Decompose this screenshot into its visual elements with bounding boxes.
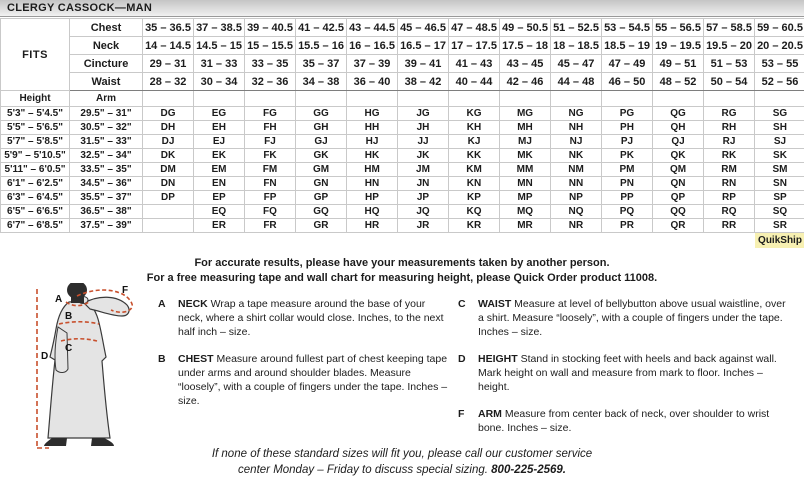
size-cell: QJ <box>653 135 704 149</box>
size-cell: QQ <box>653 205 704 219</box>
fit-value-cell: 53 – 54.5 <box>602 19 653 37</box>
size-row <box>1 177 804 191</box>
page-title: CLERGY CASSOCK—MAN <box>0 0 804 17</box>
size-cell: MJ <box>500 135 551 149</box>
size-cell: EK <box>194 149 245 163</box>
size-cell: RQ <box>704 205 755 219</box>
quikship-row-spacer <box>1 233 755 248</box>
fit-value-cell: 59 – 60.5 <box>755 19 804 37</box>
fit-value-cell: 57 – 58.5 <box>704 19 755 37</box>
size-cell: PK <box>602 149 653 163</box>
size-cell: QM <box>653 163 704 177</box>
size-cell: HP <box>347 191 398 205</box>
height-dash-line <box>37 289 49 448</box>
size-cell: KM <box>449 163 500 177</box>
instruction-term: WAIST <box>478 298 512 310</box>
height-range: 6'7" – 6'8.5" <box>1 219 70 233</box>
size-cell: SH <box>755 121 804 135</box>
size-cell: QP <box>653 191 704 205</box>
empty-header-cell <box>449 91 500 107</box>
instruction-letter: D <box>458 353 466 365</box>
arm-range: 34.5" – 36" <box>70 177 143 191</box>
note-line-2: For a free measuring tape and wall chart for measuring height, please Quick Order product 11008. <box>146 272 658 284</box>
fit-value-cell: 36 – 40 <box>347 73 398 91</box>
instruction-text: NECK Wrap a tape measure around the base of your neck, where a shirt collar would close. Inches, to the next half inch – size. <box>178 298 444 338</box>
size-cell: RN <box>704 177 755 191</box>
fit-value-cell: 18.5 – 19 <box>602 37 653 55</box>
size-cell: FR <box>245 219 296 233</box>
size-cell: RP <box>704 191 755 205</box>
fit-value-cell: 18 – 18.5 <box>551 37 602 55</box>
height-header: Height <box>1 91 70 107</box>
size-cell: QK <box>653 149 704 163</box>
size-cell: MH <box>500 121 551 135</box>
size-cell: PJ <box>602 135 653 149</box>
size-cell: EQ <box>194 205 245 219</box>
unavailable-cell <box>143 205 194 219</box>
fit-value-cell: 34 – 38 <box>296 73 347 91</box>
fit-value-cell: 49 – 51 <box>653 55 704 73</box>
size-cell: PH <box>602 121 653 135</box>
fit-value-cell: 30 – 34 <box>194 73 245 91</box>
size-cell: JG <box>398 107 449 121</box>
fit-value-cell: 39 – 41 <box>398 55 449 73</box>
fit-value-cell: 43 – 44.5 <box>347 19 398 37</box>
fit-value-cell: 49 – 50.5 <box>500 19 551 37</box>
fits-row-waist <box>1 73 804 91</box>
fit-value-cell: 16.5 – 17 <box>398 37 449 55</box>
fit-value-cell: 20 – 20.5 <box>755 37 804 55</box>
fit-value-cell: 14 – 14.5 <box>143 37 194 55</box>
size-cell: DJ <box>143 135 194 149</box>
size-cell: SG <box>755 107 804 121</box>
quikship-badge: QuikShip <box>755 233 804 248</box>
size-cell: PP <box>602 191 653 205</box>
size-cell: RJ <box>704 135 755 149</box>
size-cell: HG <box>347 107 398 121</box>
size-row <box>1 107 804 121</box>
size-cell: EP <box>194 191 245 205</box>
size-cell: SJ <box>755 135 804 149</box>
empty-header-cell <box>500 91 551 107</box>
fit-value-cell: 32 – 36 <box>245 73 296 91</box>
measurement-notes <box>0 256 804 286</box>
size-cell: KP <box>449 191 500 205</box>
height-range: 6'5" – 6'6.5" <box>1 205 70 219</box>
instruction-text: WAIST Measure at level of bellybutton above usual waistline, over a shirt. Measure “loosely”, with a couple of fingers under the tape. Inches – size. <box>478 298 786 338</box>
size-cell: SN <box>755 177 804 191</box>
fit-row-label: Cincture <box>70 55 143 73</box>
size-cell: NH <box>551 121 602 135</box>
diagram-label-height: D <box>41 351 49 362</box>
size-cell: HQ <box>347 205 398 219</box>
cassock-measurement-diagram <box>14 283 156 465</box>
size-cell: EM <box>194 163 245 177</box>
diagram-label-neck: A <box>55 294 63 305</box>
diagram-label-chest: B <box>65 311 73 322</box>
arm-range: 35.5" – 37" <box>70 191 143 205</box>
size-cell: HJ <box>347 135 398 149</box>
height-arm-header-row <box>1 91 804 107</box>
size-cell: SK <box>755 149 804 163</box>
size-cell: FG <box>245 107 296 121</box>
height-range: 5'7" – 5'8.5" <box>1 135 70 149</box>
instruction-item-chest <box>158 352 448 408</box>
size-cell: MQ <box>500 205 551 219</box>
size-cell: FP <box>245 191 296 205</box>
fits-row-neck <box>1 37 804 55</box>
size-cell: FM <box>245 163 296 177</box>
fit-value-cell: 35 – 37 <box>296 55 347 73</box>
size-cell: DG <box>143 107 194 121</box>
size-cell: PG <box>602 107 653 121</box>
empty-header-cell <box>602 91 653 107</box>
instruction-item-waist <box>458 297 792 339</box>
fit-value-cell: 40 – 44 <box>449 73 500 91</box>
size-cell: DH <box>143 121 194 135</box>
fit-value-cell: 33 – 35 <box>245 55 296 73</box>
size-cell: QH <box>653 121 704 135</box>
arm-header: Arm <box>70 91 143 107</box>
size-cell: PN <box>602 177 653 191</box>
size-chart-body <box>1 19 804 248</box>
size-cell: JM <box>398 163 449 177</box>
instruction-term: NECK <box>178 298 208 310</box>
size-cell: FK <box>245 149 296 163</box>
fit-value-cell: 19.5 – 20 <box>704 37 755 55</box>
shoe-right <box>91 438 114 446</box>
size-row <box>1 135 804 149</box>
size-cell: GG <box>296 107 347 121</box>
height-range: 6'1" – 6'2.5" <box>1 177 70 191</box>
fit-value-cell: 39 – 40.5 <box>245 19 296 37</box>
height-range: 5'11" – 6'0.5" <box>1 163 70 177</box>
unavailable-cell <box>143 219 194 233</box>
fit-value-cell: 50 – 54 <box>704 73 755 91</box>
instruction-item-neck <box>158 297 448 339</box>
fit-value-cell: 38 – 42 <box>398 73 449 91</box>
fit-value-cell: 45 – 46.5 <box>398 19 449 37</box>
empty-header-cell <box>347 91 398 107</box>
instruction-text: HEIGHT Stand in stocking feet with heels and back against wall. Mark height on wall and measure from mark to floor. Inches – height. <box>478 353 777 393</box>
size-cell: KH <box>449 121 500 135</box>
fit-row-label: Chest <box>70 19 143 37</box>
phone-number: 800-225-2569. <box>491 464 566 476</box>
fit-value-cell: 47 – 48.5 <box>449 19 500 37</box>
empty-header-cell <box>398 91 449 107</box>
instructions-section <box>0 283 804 448</box>
fits-row-chest <box>1 19 804 37</box>
instruction-item-height <box>458 352 792 394</box>
empty-header-cell <box>194 91 245 107</box>
size-cell: SQ <box>755 205 804 219</box>
fit-value-cell: 28 – 32 <box>143 73 194 91</box>
size-cell: DM <box>143 163 194 177</box>
size-cell: HR <box>347 219 398 233</box>
note-line-1: For accurate results, please have your measurements taken by another person. <box>194 257 610 269</box>
empty-header-cell <box>551 91 602 107</box>
fit-value-cell: 55 – 56.5 <box>653 19 704 37</box>
fit-value-cell: 41 – 43 <box>449 55 500 73</box>
shoe-left <box>44 438 67 446</box>
fit-value-cell: 37 – 38.5 <box>194 19 245 37</box>
diagram-label-waist: C <box>65 343 73 354</box>
size-cell: MK <box>500 149 551 163</box>
size-cell: MR <box>500 219 551 233</box>
size-cell: HH <box>347 121 398 135</box>
size-chart-table <box>0 18 804 248</box>
size-cell: EN <box>194 177 245 191</box>
size-cell: GN <box>296 177 347 191</box>
size-cell: RR <box>704 219 755 233</box>
size-cell: NK <box>551 149 602 163</box>
size-cell: KQ <box>449 205 500 219</box>
special-sizing-note <box>0 446 804 478</box>
size-cell: NR <box>551 219 602 233</box>
size-cell: JK <box>398 149 449 163</box>
empty-header-cell <box>143 91 194 107</box>
size-cell: MP <box>500 191 551 205</box>
size-cell: RG <box>704 107 755 121</box>
size-cell: JJ <box>398 135 449 149</box>
size-cell: QR <box>653 219 704 233</box>
size-cell: KJ <box>449 135 500 149</box>
instruction-letter: C <box>458 298 466 310</box>
fits-row-cincture <box>1 55 804 73</box>
size-cell: EH <box>194 121 245 135</box>
fit-value-cell: 15.5 – 16 <box>296 37 347 55</box>
fit-value-cell: 14.5 – 15 <box>194 37 245 55</box>
size-cell: FH <box>245 121 296 135</box>
instruction-text: CHEST Measure around fullest part of chest keeping tape under arms and around shoulder blades. Measure “loosely”, with a couple of fingers under the tape. Inches – size. <box>178 353 448 407</box>
instruction-term: ARM <box>478 408 502 420</box>
size-row <box>1 149 804 163</box>
fit-value-cell: 42 – 46 <box>500 73 551 91</box>
fit-value-cell: 51 – 52.5 <box>551 19 602 37</box>
instruction-term: HEIGHT <box>478 353 518 365</box>
fit-value-cell: 19 – 19.5 <box>653 37 704 55</box>
size-cell: GH <box>296 121 347 135</box>
footer-line-2-text: center Monday – Friday to discuss special sizing. <box>238 464 488 476</box>
arm-range: 30.5" – 32" <box>70 121 143 135</box>
footer-line-1: If none of these standard sizes will fit you, please call our customer service <box>211 448 593 460</box>
size-row <box>1 205 804 219</box>
size-cell: GQ <box>296 205 347 219</box>
size-cell: KG <box>449 107 500 121</box>
fit-value-cell: 16 – 16.5 <box>347 37 398 55</box>
size-cell: EJ <box>194 135 245 149</box>
fit-value-cell: 35 – 36.5 <box>143 19 194 37</box>
size-cell: FJ <box>245 135 296 149</box>
size-cell: NG <box>551 107 602 121</box>
size-cell: RM <box>704 163 755 177</box>
size-cell: GK <box>296 149 347 163</box>
fit-value-cell: 48 – 52 <box>653 73 704 91</box>
size-cell: GM <box>296 163 347 177</box>
arm-range: 37.5" – 39" <box>70 219 143 233</box>
fit-value-cell: 46 – 50 <box>602 73 653 91</box>
fit-value-cell: 53 – 55 <box>755 55 804 73</box>
fit-value-cell: 44 – 48 <box>551 73 602 91</box>
fit-value-cell: 52 – 56 <box>755 73 804 91</box>
height-range: 5'9" – 5'10.5" <box>1 149 70 163</box>
height-range: 5'3" – 5'4.5" <box>1 107 70 121</box>
size-cell: MM <box>500 163 551 177</box>
size-cell: NP <box>551 191 602 205</box>
size-cell: MG <box>500 107 551 121</box>
arm-range: 29.5" – 31" <box>70 107 143 121</box>
arm-range: 33.5" – 35" <box>70 163 143 177</box>
size-cell: GJ <box>296 135 347 149</box>
size-row <box>1 121 804 135</box>
size-cell: RH <box>704 121 755 135</box>
quikship-row <box>1 233 804 248</box>
instruction-term: CHEST <box>178 353 214 365</box>
fit-value-cell: 17.5 – 18 <box>500 37 551 55</box>
size-cell: NJ <box>551 135 602 149</box>
fit-row-label: Neck <box>70 37 143 55</box>
fit-value-cell: 29 – 31 <box>143 55 194 73</box>
instruction-letter: B <box>158 353 166 365</box>
fit-value-cell: 17 – 17.5 <box>449 37 500 55</box>
size-cell: JN <box>398 177 449 191</box>
size-cell: EG <box>194 107 245 121</box>
size-cell: PR <box>602 219 653 233</box>
size-cell: GP <box>296 191 347 205</box>
instruction-item-arm <box>458 407 792 435</box>
size-cell: PQ <box>602 205 653 219</box>
fit-value-cell: 47 – 49 <box>602 55 653 73</box>
arm-range: 31.5" – 33" <box>70 135 143 149</box>
size-cell: JQ <box>398 205 449 219</box>
fit-value-cell: 51 – 53 <box>704 55 755 73</box>
fit-value-cell: 15 – 15.5 <box>245 37 296 55</box>
empty-header-cell <box>245 91 296 107</box>
size-cell: PM <box>602 163 653 177</box>
fit-value-cell: 41 – 42.5 <box>296 19 347 37</box>
empty-header-cell <box>653 91 704 107</box>
fit-value-cell: 43 – 45 <box>500 55 551 73</box>
height-range: 5'5" – 5'6.5" <box>1 121 70 135</box>
fit-value-cell: 45 – 47 <box>551 55 602 73</box>
size-cell: RK <box>704 149 755 163</box>
size-cell: SR <box>755 219 804 233</box>
size-cell: DK <box>143 149 194 163</box>
size-cell: NN <box>551 177 602 191</box>
size-cell: SP <box>755 191 804 205</box>
size-row <box>1 163 804 177</box>
empty-header-cell <box>704 91 755 107</box>
size-cell: KR <box>449 219 500 233</box>
instruction-letter: F <box>458 408 465 420</box>
arm-range: 32.5" – 34" <box>70 149 143 163</box>
size-cell: GR <box>296 219 347 233</box>
fit-row-label: Waist <box>70 73 143 91</box>
empty-header-cell <box>296 91 347 107</box>
size-cell: JH <box>398 121 449 135</box>
size-cell: HK <box>347 149 398 163</box>
size-cell: NQ <box>551 205 602 219</box>
size-cell: NM <box>551 163 602 177</box>
height-range: 6'3" – 6'4.5" <box>1 191 70 205</box>
size-cell: DN <box>143 177 194 191</box>
size-cell: HM <box>347 163 398 177</box>
size-row <box>1 219 804 233</box>
instruction-letter: A <box>158 298 166 310</box>
fit-value-cell: 31 – 33 <box>194 55 245 73</box>
size-row <box>1 191 804 205</box>
instructions-column-left <box>158 297 448 421</box>
footer-line-2 <box>0 462 804 478</box>
instructions-column-right <box>458 297 792 448</box>
size-cell: SM <box>755 163 804 177</box>
size-cell: JR <box>398 219 449 233</box>
diagram-label-arm: F <box>122 285 129 296</box>
arm-range: 36.5" – 38" <box>70 205 143 219</box>
fit-value-cell: 37 – 39 <box>347 55 398 73</box>
size-cell: KN <box>449 177 500 191</box>
size-cell: QG <box>653 107 704 121</box>
size-cell: FN <box>245 177 296 191</box>
size-cell: JP <box>398 191 449 205</box>
size-cell: QN <box>653 177 704 191</box>
size-cell: HN <box>347 177 398 191</box>
size-cell: ER <box>194 219 245 233</box>
instruction-text: ARM Measure from center back of neck, over shoulder to wrist bone. Inches – size. <box>478 408 770 434</box>
size-cell: FQ <box>245 205 296 219</box>
size-cell: KK <box>449 149 500 163</box>
empty-header-cell <box>755 91 804 107</box>
fits-label: FITS <box>1 19 70 91</box>
size-cell: DP <box>143 191 194 205</box>
size-cell: MN <box>500 177 551 191</box>
